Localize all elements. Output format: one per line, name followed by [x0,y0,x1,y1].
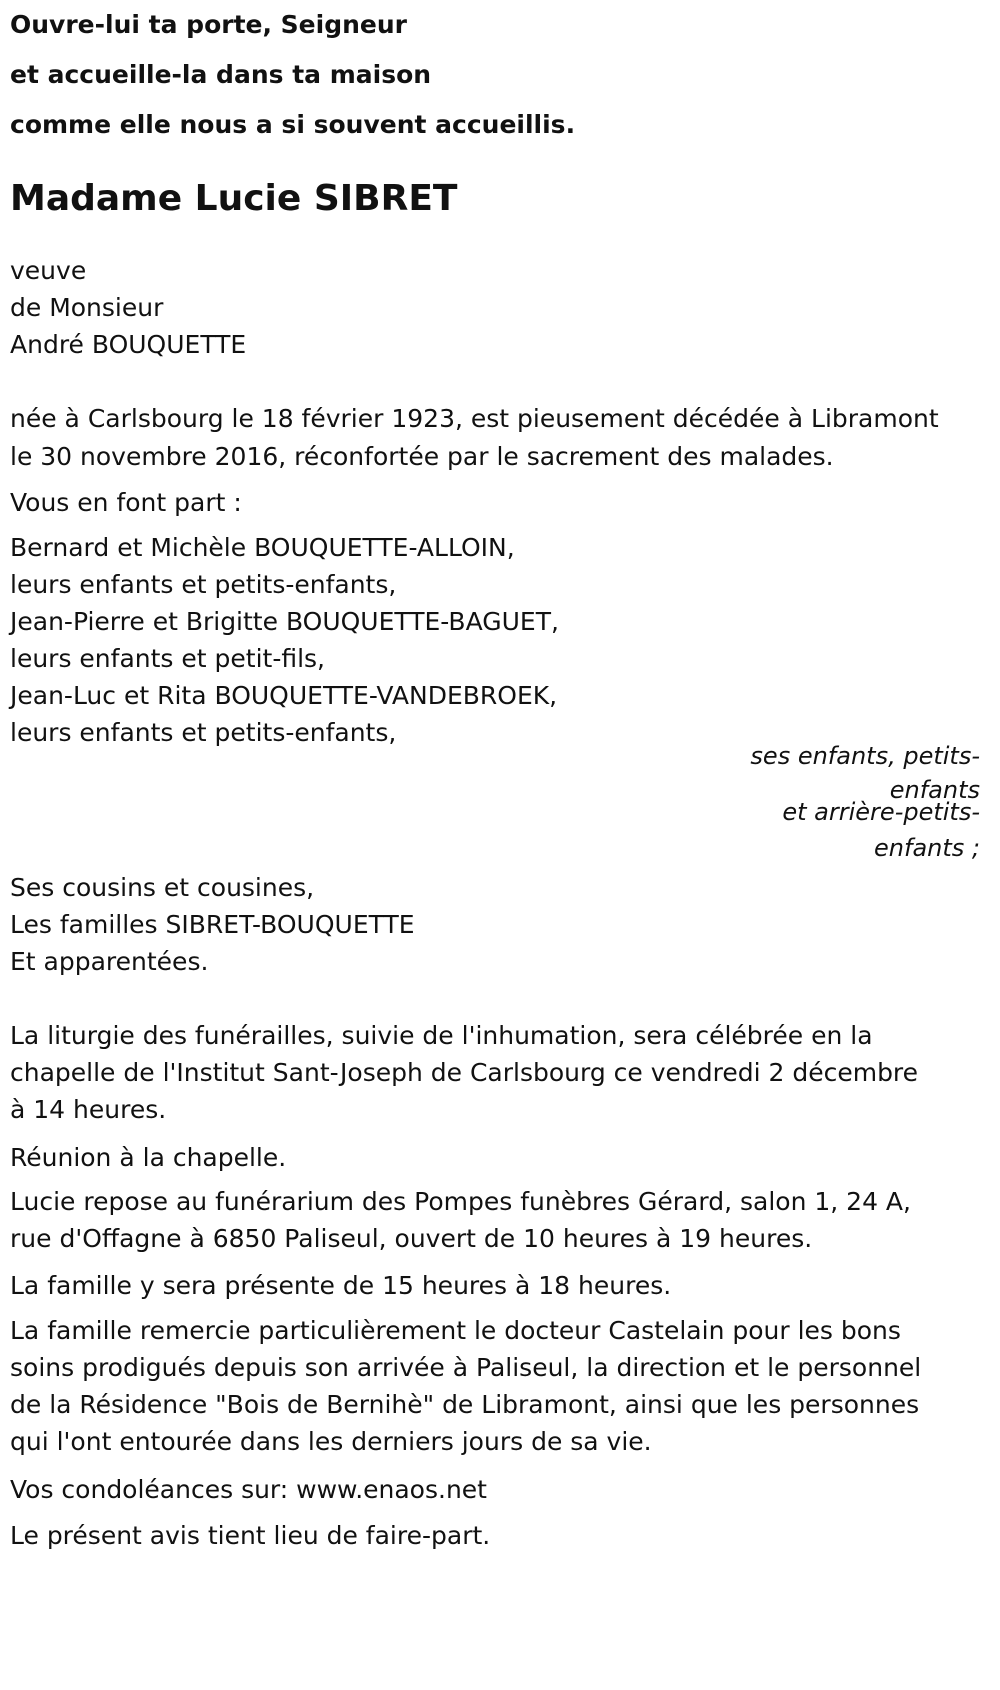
family-line: leurs enfants et petit-fils, [10,644,326,673]
verse-line: et accueille-la dans ta maison [10,60,432,89]
family-line: Jean-Pierre et Brigitte BOUQUETTE-BAGUET, [10,607,559,636]
opening-verse [10,0,575,150]
funeral-line: chapelle de l'Institut Sant-Joseph de Carlsbourg ce vendredi 2 décembre [10,1058,919,1087]
funeral-paragraph [10,1017,918,1128]
deceased-name: Madame Lucie SIBRET [10,178,458,219]
presence-text: La famille y sera présente de 15 heures à 18 heures. [10,1271,672,1300]
thanks-line: soins prodigués depuis son arrivée à Paliseul, la direction et le personnel [10,1353,922,1382]
family-line: Jean-Luc et Rita BOUQUETTE-VANDEBROEK, [10,681,558,710]
repose-line: rue d'Offagne à 6850 Paliseul, ouvert de 10 heures à 19 heures. [10,1224,813,1253]
closing-text: Le présent avis tient lieu de faire-part. [10,1521,491,1550]
spouse-line: André BOUQUETTE [10,330,247,359]
thanks-line: qui l'ont entourée dans les derniers jours de sa vie. [10,1427,652,1456]
thanks-line: de la Résidence "Bois de Bernihè" de Libramont, ainsi que les personnes [10,1390,920,1419]
spouse-line: veuve [10,256,87,285]
family-line: Bernard et Michèle BOUQUETTE-ALLOIN, [10,533,515,562]
spouse-line: de Monsieur [10,293,164,322]
funeral-line: La liturgie des funérailles, suivie de l'inhumation, sera célébrée en la [10,1021,873,1050]
repose-line: Lucie repose au funérarium des Pompes funèbres Gérard, salon 1, 24 A, [10,1187,911,1216]
spouse-block [10,252,246,363]
condolences-text: Vos condoléances sur: www.enaos.net [10,1475,487,1504]
grandchildren-line: enfants ; [874,834,980,862]
grandchildren-line: et arrière-petits- [782,798,980,826]
thanks-paragraph [10,1312,921,1460]
relatives-line: Et apparentées. [10,947,209,976]
relatives-line: Les familles SIBRET-BOUQUETTE [10,910,415,939]
repose-paragraph [10,1183,911,1257]
verse-line: comme elle nous a si souvent accueillis. [10,110,576,139]
family-line: leurs enfants et petits-enfants, [10,718,397,747]
grandchildren-block [720,738,980,866]
family-line: leurs enfants et petits-enfants, [10,570,397,599]
birth-death-line: le 30 novembre 2016, réconfortée par le sacrement des malades. [10,442,834,471]
grandchildren-line: enfants [889,776,980,804]
thanks-line: La famille remercie particulièrement le docteur Castelain pour les bons [10,1316,901,1345]
verse-line: Ouvre-lui ta porte, Seigneur [10,10,407,39]
birth-death-paragraph [10,400,939,476]
birth-death-line: née à Carlsbourg le 18 février 1923, est pieusement décédée à Libramont [10,404,939,433]
announce-text: Vous en font part : [10,488,242,517]
relatives-line: Ses cousins et cousines, [10,873,315,902]
family-block [10,529,559,751]
funeral-line: à 14 heures. [10,1095,167,1124]
meeting-text: Réunion à la chapelle. [10,1143,287,1172]
grandchildren-line: ses enfants, petits- [750,742,980,770]
relatives-block [10,869,415,980]
